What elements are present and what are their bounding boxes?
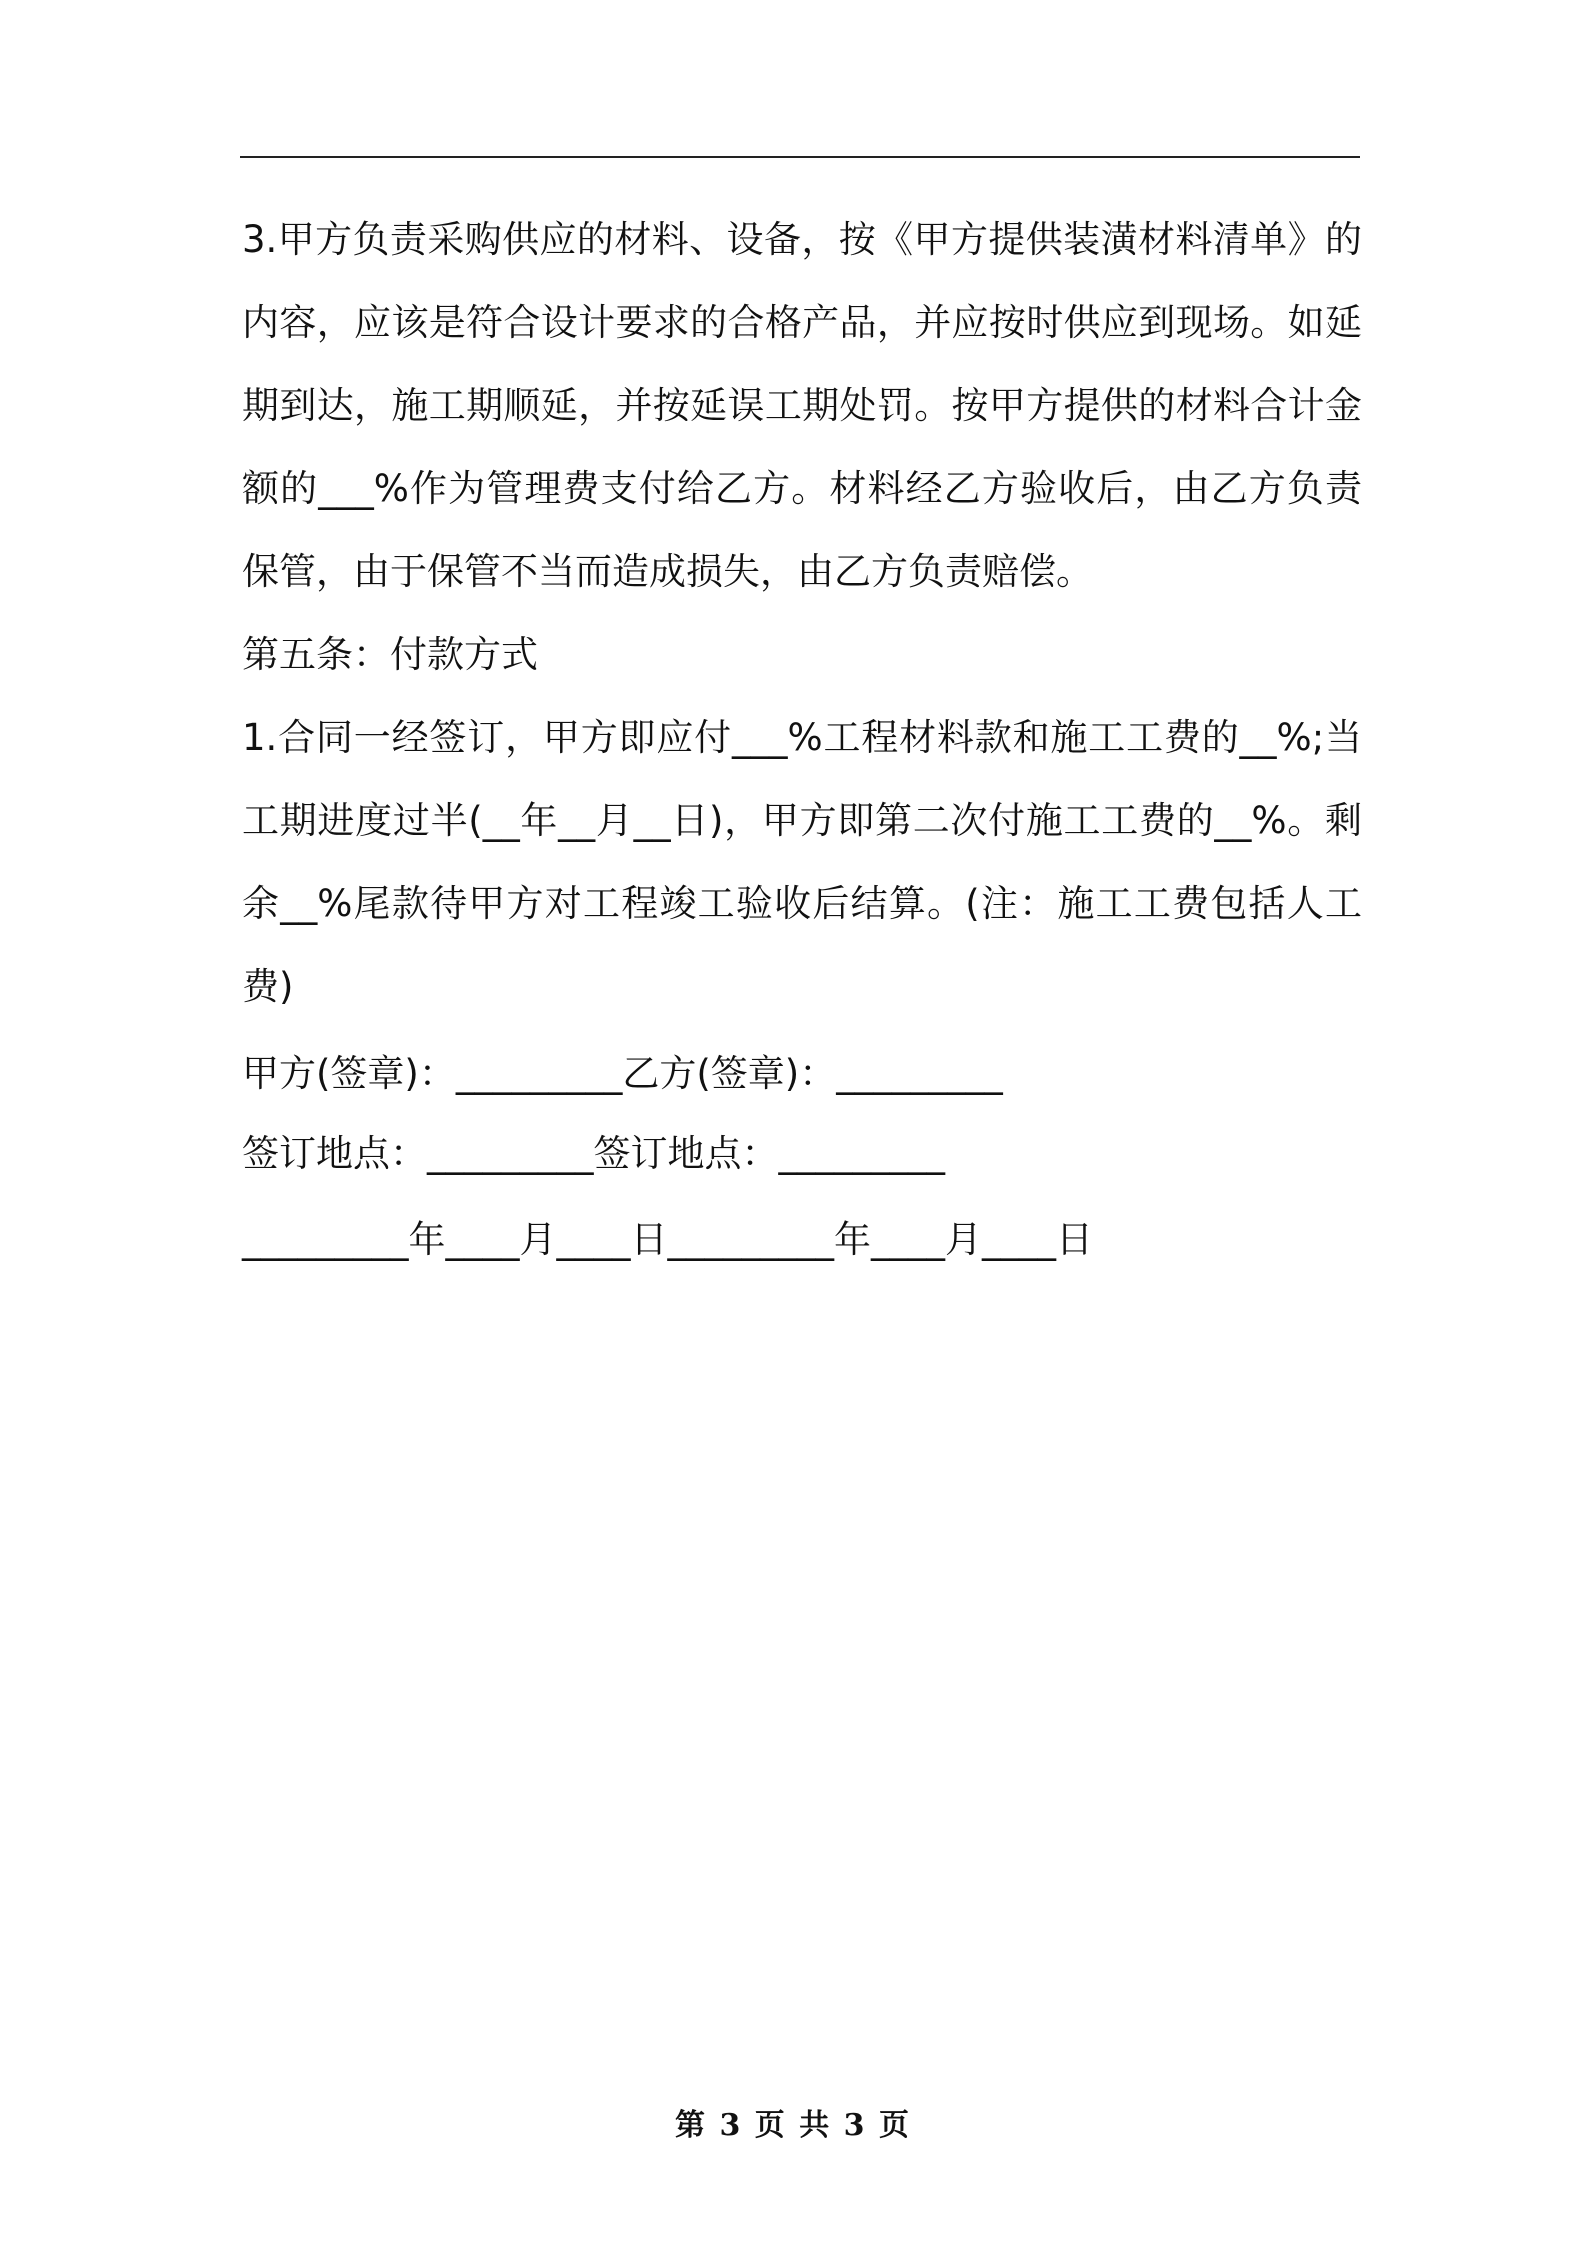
signing-date-line: _________年____月____日_________年____月____日 bbox=[242, 1218, 1093, 1261]
signature-block bbox=[242, 1034, 1362, 1280]
document-body bbox=[242, 198, 1362, 1280]
page-indicator: 第 3 页 共 3 页 bbox=[675, 2108, 911, 2143]
materials-clause-paragraph: 3.甲方负责采购供应的材料、设备，按《甲方提供装潢材料清单》的内容，应该是符合设计要求的合格产品，并应按时供应到现场。如延期到达，施工期顺延，并按延误工期处罚。按甲方提供的材料合计金额的___%作为管理费支付给乙方。材料经乙方验收后，由乙方负责保管，由于保管不当而造成损失，由乙方负责赔偿。 bbox=[242, 218, 1362, 593]
header-rule bbox=[240, 156, 1360, 158]
signing-place-line: 签订地点：_________签订地点：_________ bbox=[242, 1132, 945, 1175]
party-signature-line: 甲方(签章)：_________乙方(签章)：_________ bbox=[242, 1052, 1003, 1095]
payment-clause-paragraph: 1.合同一经签订，甲方即应付___%工程材料款和施工工费的__%;当工期进度过半(__年__月__日)，甲方即第二次付施工工费的__%。剩余__%尾款待甲方对工程竣工验收后结算。(注：施工工费包括人工费) bbox=[242, 716, 1362, 1008]
article-five-heading: 第五条：付款方式 bbox=[242, 633, 538, 676]
